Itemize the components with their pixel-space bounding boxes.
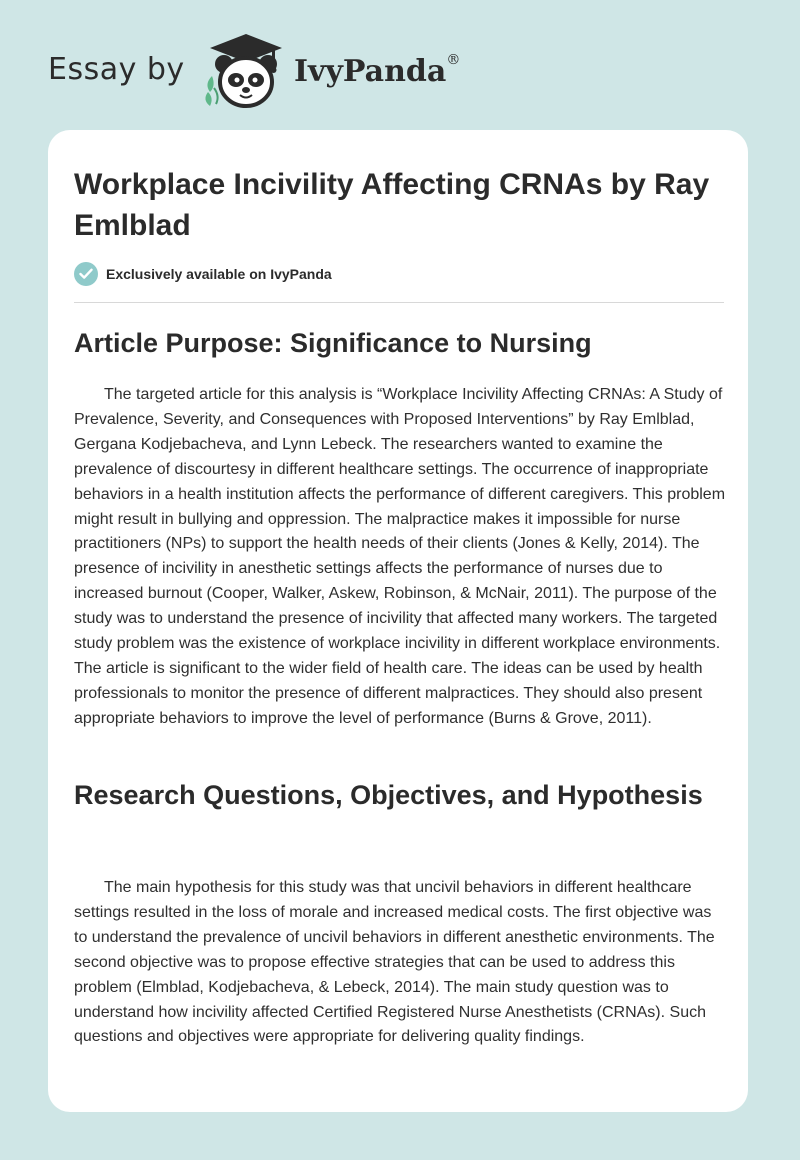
essay-card — [48, 130, 748, 1112]
title-divider — [74, 302, 724, 303]
section-heading-research: Research Questions, Objectives, and Hypothesis — [74, 780, 703, 810]
brand-name[interactable] — [294, 54, 460, 89]
trademark-mark: ® — [446, 52, 461, 68]
brand-label: IvyPanda — [294, 54, 447, 89]
section-paragraph-research: The main hypothesis for this study was that uncivil behaviors in different healthcare settings resulted in the loss of morale and increased medical costs. The first objective was to understand the prevalence of uncivil behaviors in different anesthetic environments. The second objective was to propose effective strategies that can be used to address this problem (Elmblad, Kodjebacheva, & Lebeck, 2014). The main study question was to understand how incivility affected Certified Registered Nurse Anesthetists (CRNAs). Such questions and objectives were appropriate for delivering quality findings. — [74, 879, 715, 1046]
page-title: Workplace Incivility Affecting CRNAs by Ray Emlblad — [74, 168, 710, 242]
ivypanda-logo-icon[interactable] — [200, 30, 292, 110]
essay-by-label: Essay by — [48, 52, 185, 87]
section-paragraph-purpose: The targeted article for this analysis is “Workplace Incivility Affecting CRNAs: A Study of Prevalence, Severity, and Consequences with Proposed Interventions” by Ray Emlblad, Gergana Kodjebacheva, and Lynn Lebeck. The researchers wanted to examine the prevalence of discourtesy in different healthcare settings. The occurrence of inappropriate behaviors in a health institution affects the performance of different caregivers. This problem might result in bullying and oppression. The malpractice makes it impossible for nurse practitioners (NPs) to support the health needs of their clients (Jones & Kelly, 2014). The presence of incivility in anesthetic settings affects the performance of nurses due to increased burnout (Cooper, Walker, Askew, Robinson, & McNair, 2011). The purpose of the study was to understand the presence of incivility that affected many workers. The targeted study problem was the existence of workplace incivility in different workplace environments. The article is significant to the wider field of health care. The ideas can be used by health professionals to monitor the presence of different malpractices. They should also present appropriate behaviors to improve the level of performance (Burns & Grove, 2011). — [74, 386, 726, 727]
section-heading-purpose: Article Purpose: Significance to Nursing — [74, 328, 592, 358]
site-header — [0, 0, 800, 130]
exclusive-badge-label: Exclusively available on IvyPanda — [106, 266, 332, 282]
exclusive-badge — [74, 262, 332, 286]
check-circle-icon — [74, 262, 98, 286]
